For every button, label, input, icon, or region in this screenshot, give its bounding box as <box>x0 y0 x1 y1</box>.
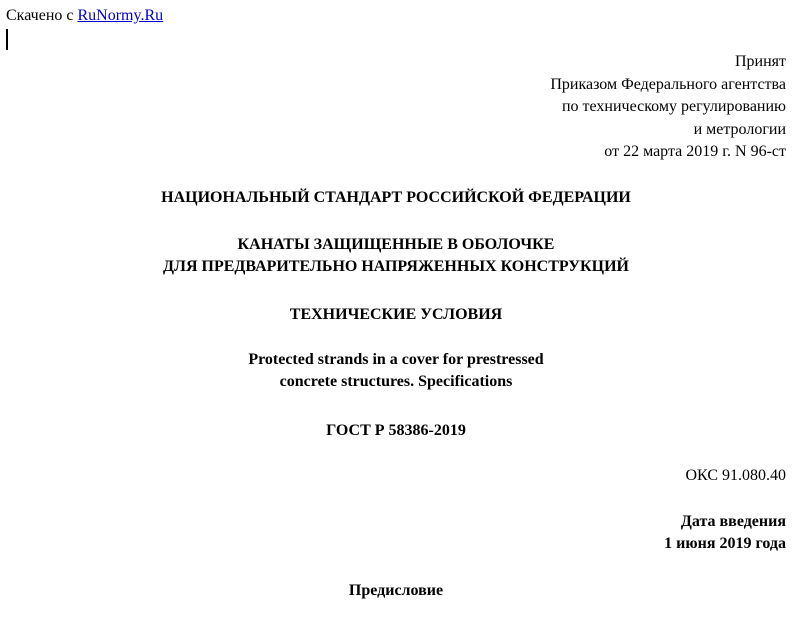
approval-block <box>550 51 786 164</box>
introduction-date-label: Дата введения <box>680 513 786 530</box>
russian-title-line-2: ДЛЯ ПРЕДВАРИТЕЛЬНО НАПРЯЖЕННЫХ КОНСТРУКЦИЙ <box>163 258 629 275</box>
download-source-line <box>6 6 163 26</box>
russian-title <box>0 234 792 278</box>
standard-type-heading: НАЦИОНАЛЬНЫЙ СТАНДАРТ РОССИЙСКОЙ ФЕДЕРАЦИИ <box>161 189 631 206</box>
approval-line-metrology: и метрологии <box>693 120 786 138</box>
text-cursor <box>6 29 8 50</box>
russian-title-line-1: КАНАТЫ ЗАЩИЩЕННЫЕ В ОБОЛОЧКЕ <box>237 236 555 253</box>
english-title-line-1: Protected strands in a cover for prestressed <box>248 351 544 368</box>
runormy-link[interactable]: RuNormy.Ru <box>77 7 164 24</box>
approval-line-date: от 22 марта 2019 г. N 96-ст <box>604 143 786 160</box>
english-title-line-2: concrete structures. Specifications <box>279 373 513 390</box>
standard-designation: ГОСТ Р 58386-2019 <box>326 422 466 439</box>
foreword-heading: Предисловие <box>348 582 444 599</box>
introduction-date-block <box>664 511 786 555</box>
english-title <box>0 349 792 393</box>
approval-line-accepted: Принят <box>734 53 786 70</box>
technical-conditions-heading: ТЕХНИЧЕСКИЕ УСЛОВИЯ <box>289 306 503 323</box>
approval-line-order: Приказом Федерального агентства <box>550 75 786 93</box>
introduction-date-value: 1 июня 2019 года <box>664 535 786 552</box>
oks-code: ОКС 91.080.40 <box>685 467 786 484</box>
download-source-prefix: Скачено с <box>6 7 74 24</box>
approval-line-regulation: по техническому регулированию <box>561 98 786 115</box>
